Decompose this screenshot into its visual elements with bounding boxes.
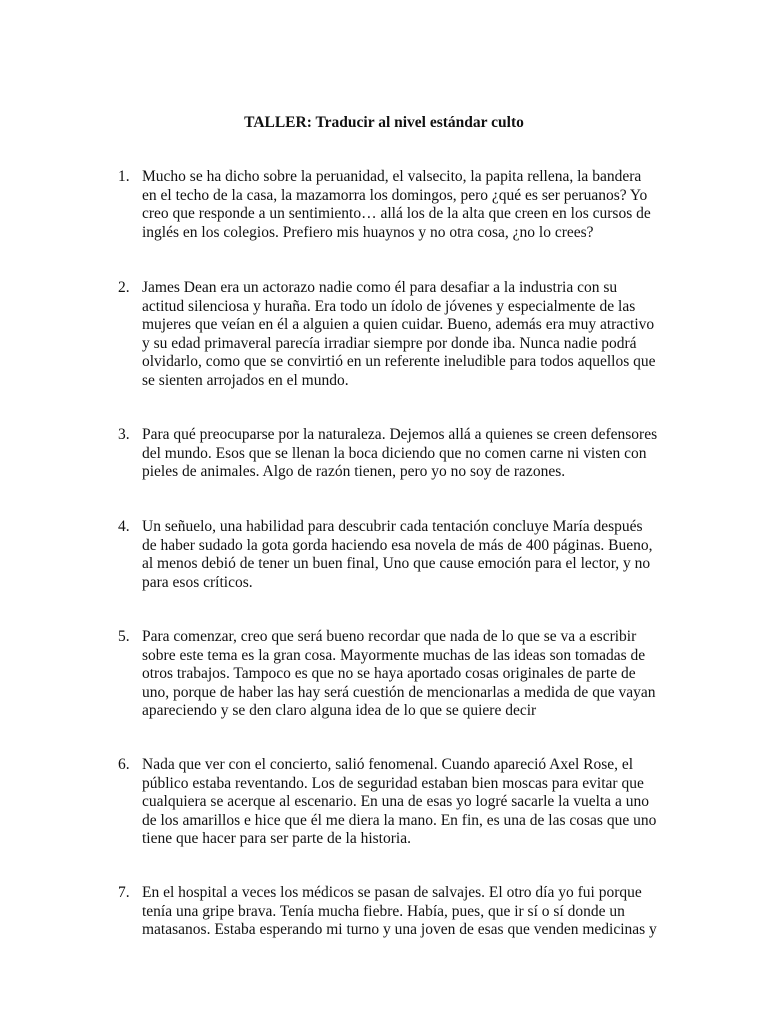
item-text	[142, 628, 660, 721]
item-number: 7.	[118, 884, 130, 901]
text-line: James Dean era un actorazo nadie como él para desafiar a la industria con su	[142, 279, 618, 296]
item-number: 6.	[118, 756, 130, 773]
text-line: cualquiera se acerque al escenario. En una de esas yo logré sacarle la vuelta a uno	[142, 793, 649, 811]
text-line: mujeres que veían en él a alguien a quien cuidar. Bueno, además era muy atractivo	[142, 316, 655, 334]
exercise-item-1	[118, 168, 658, 242]
text-line: tiene que hacer para ser parte de la historia.	[142, 830, 411, 848]
text-line: público estaba reventando. Los de seguridad estaban bien moscas para evitar que	[142, 774, 644, 792]
item-text	[142, 884, 660, 940]
text-line: pieles de animales. Algo de razón tienen, pero yo no soy de razones.	[142, 463, 566, 481]
item-number: 4.	[118, 518, 130, 535]
item-text	[142, 168, 660, 242]
text-line: sobre este tema es la gran cosa. Mayormente muchas de las ideas son tomadas de	[142, 646, 646, 664]
text-line: Para qué preocuparse por la naturaleza. Dejemos allá a quienes se creen defensores	[142, 426, 658, 443]
exercise-item-2	[118, 279, 658, 391]
text-line: en el techo de la casa, la mazamorra los domingos, pero ¿qué es ser peruanos? Yo	[142, 186, 648, 204]
text-line: inglés en los colegios. Prefiero mis huaynos y no otra cosa, ¿no lo crees?	[142, 223, 594, 241]
text-line: Nada que ver con el concierto, salió fenomenal. Cuando apareció Axel Rose, el	[142, 756, 634, 773]
item-number: 1.	[118, 168, 130, 185]
text-line: creo que responde a un sentimiento… allá los de la alta que creen en los cursos de	[142, 205, 651, 223]
text-line: de los amarillos e hice que él me diera la mano. En fin, es una de las cosas que uno	[142, 811, 657, 829]
text-line: tenía una gripe brava. Tenía mucha fiebre. Había, pues, que ir sí o sí donde un	[142, 902, 625, 920]
text-line: y su edad primaveral parecía irradiar siempre por donde iba. Nunca nadie podrá	[142, 334, 637, 352]
text-line: para esos críticos.	[142, 573, 253, 591]
text-line: matasanos. Estaba esperando mi turno y una joven de esas que venden medicinas y	[142, 921, 657, 939]
item-text	[142, 756, 660, 849]
text-line: otros trabajos. Tampoco es que no se haya aportado cosas originales de parte de	[142, 665, 636, 683]
text-line: Un señuelo, una habilidad para descubrir cada tentación concluye María después	[142, 518, 643, 535]
item-text	[142, 426, 660, 482]
item-number: 5.	[118, 628, 130, 645]
text-line: En el hospital a veces los médicos se pasan de salvajes. El otro día yo fui porque	[142, 884, 642, 901]
text-line: Mucho se ha dicho sobre la peruanidad, el valsecito, la papita rellena, la bandera	[142, 168, 642, 185]
exercise-item-3	[118, 426, 658, 482]
text-line: actitud silenciosa y huraña. Era todo un ídolo de jóvenes y especialmente de las	[142, 297, 636, 315]
text-line: apareciendo y se den claro alguna idea de lo que se quiere decir	[142, 702, 537, 720]
exercise-item-4	[118, 518, 658, 592]
document-title: TALLER: Traducir al nivel estándar culto	[244, 114, 524, 131]
text-line: al menos debió de tener un buen final, Uno que cause emoción para el lector, y no	[142, 555, 651, 573]
text-line: Para comenzar, creo que será bueno recordar que nada de lo que se va a escribir	[142, 628, 637, 645]
text-line: de haber sudado la gota gorda haciendo esa novela de más de 400 páginas. Bueno,	[142, 536, 653, 554]
text-line: uno, porque de haber las hay será cuestión de mencionarlas a medida de que vayan	[142, 683, 656, 701]
item-text	[142, 279, 660, 391]
item-number: 2.	[118, 279, 130, 296]
item-text	[142, 518, 660, 592]
exercise-item-6	[118, 756, 658, 849]
exercise-item-7	[118, 884, 658, 940]
text-line: olvidarlo, como que se convirtió en un referente ineludible para todos aquellos que	[142, 353, 656, 371]
item-number: 3.	[118, 426, 130, 443]
exercise-item-5	[118, 628, 658, 721]
text-line: del mundo. Esos que se llenan la boca diciendo que no comen carne ni visten con	[142, 444, 647, 462]
text-line: se sienten arrojados en el mundo.	[142, 371, 349, 389]
